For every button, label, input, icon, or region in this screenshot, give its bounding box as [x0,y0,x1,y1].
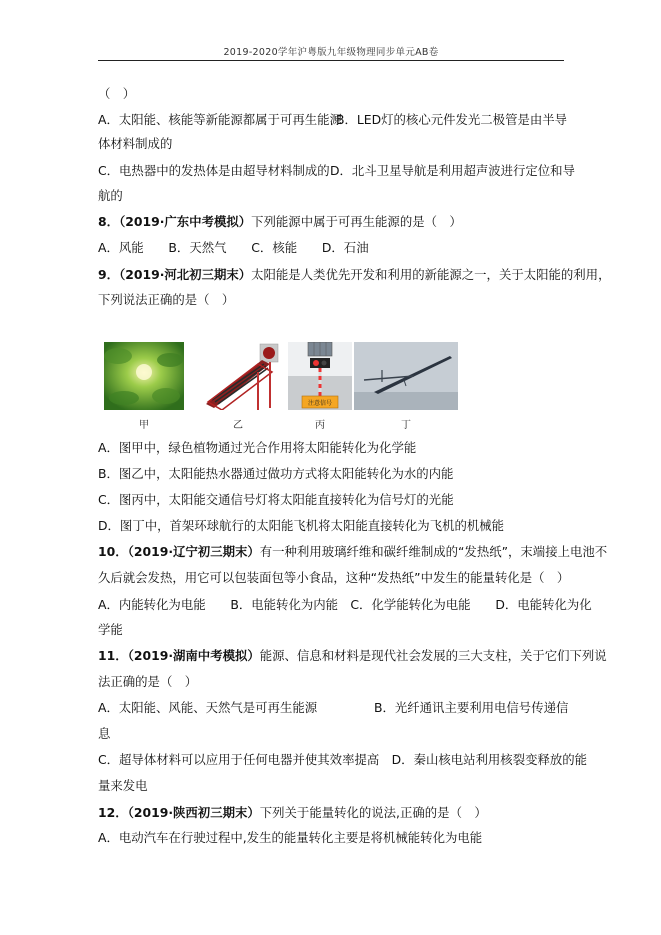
q7-option-b-cont: 体材料制成的 [98,136,173,151]
q9-option-c: C．图丙中，太阳能交通信号灯将太阳能直接转化为信号灯的光能 [98,492,454,507]
q10-number: 10． [98,544,128,559]
figure-sign-text: 注意信号 [307,400,333,407]
figure-caption-jia: 甲 [139,420,149,431]
figure-solar-water-heater-image [198,342,280,410]
figure-caption-yi: 乙 [233,420,243,431]
question-8 [98,214,462,230]
figure-leaves-image [104,342,184,410]
q12-source: （2019·陕西初三期末） [127,805,260,820]
q11-stem: 能源、信息和材料是现代社会发展的三大支柱，关于它们下列说 [259,648,607,663]
q7-option-d: D．北斗卫星导航是利用超声波进行定位和导 [330,163,575,178]
q11-source: （2019·湖南中考模拟） [127,648,260,663]
question-10 [98,544,607,560]
q9-stem-cont: 下列说法正确的是（ ） [98,292,235,307]
question-11 [98,648,607,664]
question-12 [98,805,487,821]
q7-option-c: C．电热器中的发热体是由超导材料制成的 [98,163,330,178]
q10-options: A．内能转化为电能 B．电能转化为内能 C．化学能转化为电能 D．电能转化为化 [98,597,592,612]
q9-option-b: B．图乙中，太阳能热水器通过做功方式将太阳能转化为水的内能 [98,466,454,481]
q7-blank: （ ） [98,86,136,101]
q8-stem: 下列能源中属于可再生能源的是（ ） [251,214,462,229]
question-9 [98,267,610,283]
q7-option-b: B．LED灯的核心元件发光二极管是由半导 [336,112,568,127]
q11-option-a: A．太阳能、风能、天然气是可再生能源 [98,700,318,715]
q9-option-a: A．图甲中，绿色植物通过光合作用将太阳能转化为化学能 [98,440,417,455]
q9-option-d: D．图丁中，首架环球航行的太阳能飞机将太阳能直接转化为飞机的机械能 [98,518,505,533]
q12-stem: 下列关于能量转化的说法,正确的是（ ） [259,805,487,820]
q9-number: 9． [98,267,120,282]
q9-stem: 太阳能是人类优先开发和利用的新能源之一，关于太阳能的利用， [251,267,611,282]
figure-traffic-light-image [288,342,352,410]
q11-option-b-cont: 息 [98,726,111,741]
q8-source: （2019·广东中考模拟） [119,214,252,229]
q11-stem-cont: 法正确的是（ ） [98,674,198,689]
q9-figures [104,342,464,431]
q11-number: 11． [98,648,128,663]
header-rule [98,60,564,61]
q11-options-cd-cont: 量来发电 [98,778,148,793]
q11-options-cd: C．超导体材料可以应用于任何电器并使其效率提高 D．秦山核电站利用核裂变释放的能 [98,752,588,767]
q10-stem: 有一种利用玻璃纤维和碳纤维制成的“发热纸”，末端接上电池不 [259,544,608,559]
q12-option-a: A．电动汽车在行驶过程中,发生的能量转化主要是将机械能转化为电能 [98,830,483,845]
q12-number: 12． [98,805,128,820]
q8-number: 8． [98,214,120,229]
figure-caption-ding: 丁 [401,420,411,431]
q10-stem-cont: 久后就会发热，用它可以包装面包等小食品，这种“发热纸”中发生的能量转化是（ ） [98,570,570,585]
q7-option-a: A．太阳能、核能等新能源都属于可再生能源 [98,112,342,127]
figure-solar-plane-image [354,342,458,410]
q8-options: A．风能 B．天然气 C．核能 D．石油 [98,240,369,255]
figure-caption-bing: 丙 [315,420,325,431]
page-header: 2019-2020学年沪粤版九年级物理同步单元AB卷 [223,47,439,58]
q10-source: （2019·辽宁初三期末） [127,544,260,559]
q11-option-b: B．光纤通讯主要利用电信号传递信 [374,700,569,715]
q10-options-cont: 学能 [98,622,123,637]
q9-source: （2019·河北初三期末） [119,267,252,282]
q7-option-d-cont: 航的 [98,188,123,203]
